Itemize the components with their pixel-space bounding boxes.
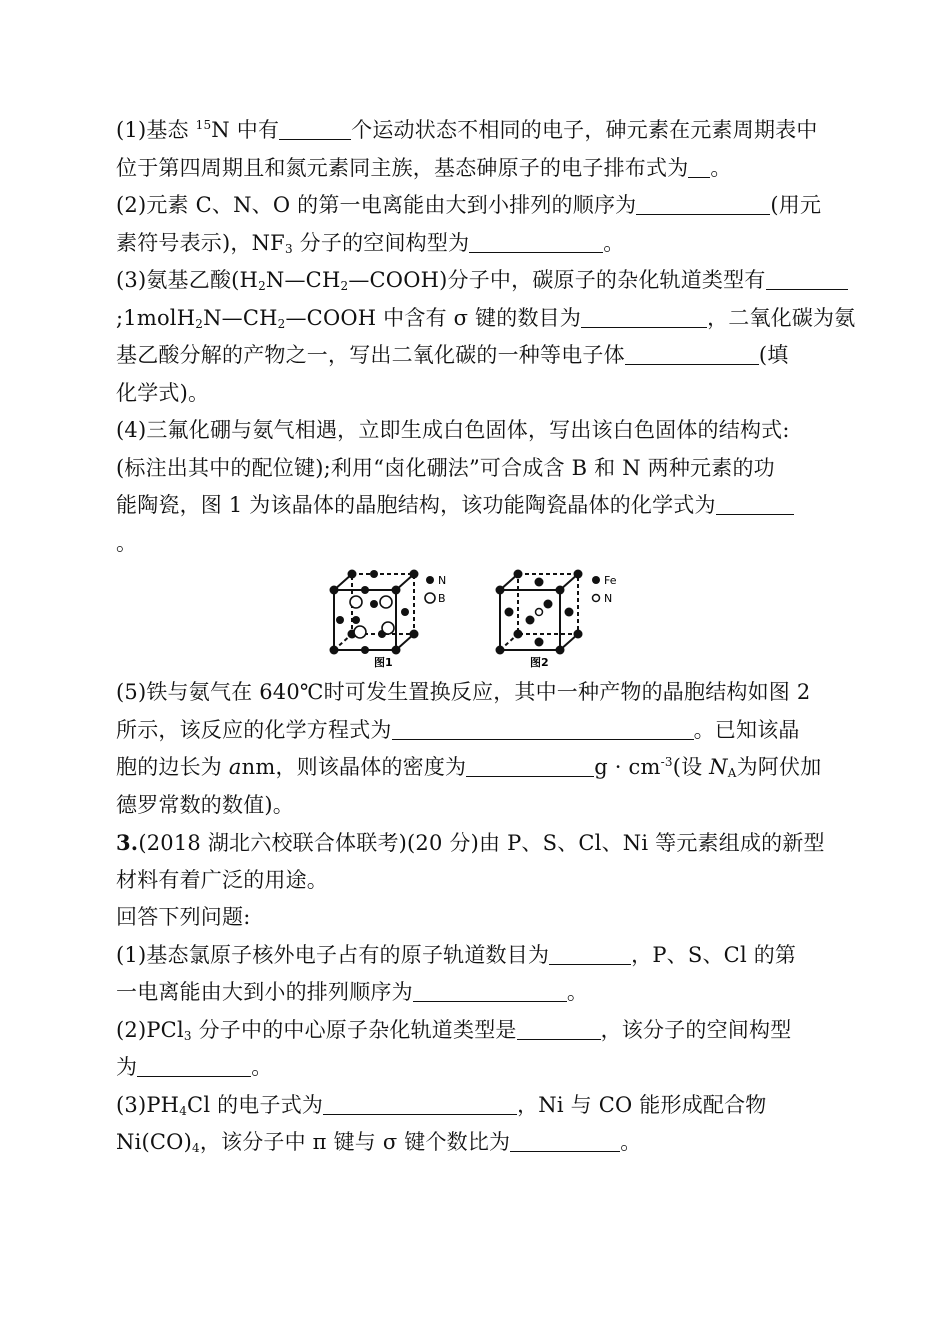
answer-blank[interactable] — [549, 942, 631, 965]
text-line: 材料有着广泛的用途。 — [116, 867, 328, 892]
text-line: 。 — [116, 530, 138, 555]
text-line: 素符号表示)，$NF_3$ 分子的空间构型为 。 — [116, 230, 625, 256]
text-line: 回答下列问题: — [116, 905, 251, 929]
answer-blank[interactable] — [469, 230, 603, 253]
text-line: 基乙酸分解的产物之一，写出二氧化碳的一种等电子体 (填 — [116, 343, 789, 367]
text-line: 化学式)。 — [116, 380, 210, 405]
svg-text:N: N — [604, 592, 613, 605]
legend-fe-icon — [592, 576, 600, 584]
text-line: (1)基态氯原子核外电子占有的原子轨道数目为 ，P、S、Cl 的第 — [116, 942, 797, 967]
legend-b-icon — [425, 593, 435, 603]
svg-text:B: B — [438, 592, 446, 605]
svg-text:图1: 图1 — [374, 656, 393, 669]
text-line: $(3)PH_4Cl$ 的电子式为 ，Ni 与 CO 能形成配合物 — [116, 1092, 767, 1118]
answer-blank[interactable] — [517, 1017, 601, 1040]
svg-text:图2: 图2 — [530, 656, 549, 669]
answer-blank[interactable] — [581, 305, 707, 328]
answer-blank[interactable] — [466, 754, 594, 777]
text-line: 位于第四周期且和氮元素同主族，基态砷原子的电子排布式为 。 — [116, 155, 732, 180]
answer-blank[interactable] — [636, 192, 770, 215]
answer-blank[interactable] — [392, 717, 694, 740]
text-line: $Ni(CO)_4$，该分子中 π 键与 σ 键个数比为 。 — [116, 1130, 642, 1155]
answer-blank[interactable] — [510, 1129, 620, 1152]
text-line: 德罗常数的数值)。 — [116, 792, 294, 817]
text-line: 胞的边长为 anm，则该晶体的密度为 $g \cdot cm^{-3}$(设 $N_A$为阿伏加 — [116, 755, 822, 780]
answer-blank[interactable] — [716, 492, 794, 515]
svg-text:Fe: Fe — [604, 574, 617, 587]
answer-blank[interactable] — [766, 267, 848, 290]
question-3-heading: 3.(2018 湖北六校联合体联考)(20 分)由 P、S、Cl、Ni 等元素组成的新型 — [116, 830, 825, 855]
answer-blank[interactable] — [688, 155, 710, 178]
text-line: 为 。 — [116, 1055, 273, 1079]
answer-blank[interactable] — [137, 1054, 251, 1077]
text-line: (1)基态 $^{15}$N 中有 个运动状态不相同的电子，砷元素在元素周期表中 — [116, 118, 818, 142]
crystal-figures — [116, 562, 836, 674]
text-line: (2)PCl$_3$ 分子中的中心原子杂化轨道类型是 ，该分子的空间构型 — [116, 1017, 792, 1043]
text-line: $;1molH_2N—CH_2—COOH$ 中含有 σ 键的数目为 ，二氧化碳为氨 — [116, 305, 856, 331]
text-line: (5)铁与氨气在 640℃时可发生置换反应，其中一种产物的晶胞结构如图 2 — [116, 680, 811, 704]
text-line: (4)三氟化硼与氨气相遇，立即生成白色固体，写出该白色固体的结构式: — [116, 418, 790, 442]
figure-1-unit-cell — [322, 566, 472, 670]
legend-n-icon — [426, 576, 434, 584]
text-line: 所示，该反应的化学方程式为 。已知该晶 — [116, 717, 800, 742]
text-line: 能陶瓷，图 1 为该晶体的晶胞结构，该功能陶瓷晶体的化学式为 — [116, 487, 836, 525]
answer-blank[interactable] — [323, 1092, 517, 1115]
answer-blank[interactable] — [413, 979, 567, 1002]
figure-2-unit-cell — [490, 566, 640, 670]
answer-blank[interactable] — [625, 342, 759, 365]
text-line: (2)元素 C、N、O 的第一电离能由大到小排列的顺序为 (用元 — [116, 193, 822, 217]
text-line: 一电离能由大到小的排列顺序为 。 — [116, 980, 589, 1004]
answer-blank[interactable] — [279, 117, 351, 140]
text-line: (3)氨基乙酸$(H_2N—CH_2—COOH)$分子中，碳原子的杂化轨道类型有 — [116, 262, 836, 300]
legend-n-icon — [593, 595, 600, 602]
svg-text:N: N — [438, 574, 447, 587]
document-page — [116, 112, 856, 1162]
text-line: (标注出其中的配位键);利用“卤化硼法”可合成含 B 和 N 两种元素的功 — [116, 455, 775, 480]
